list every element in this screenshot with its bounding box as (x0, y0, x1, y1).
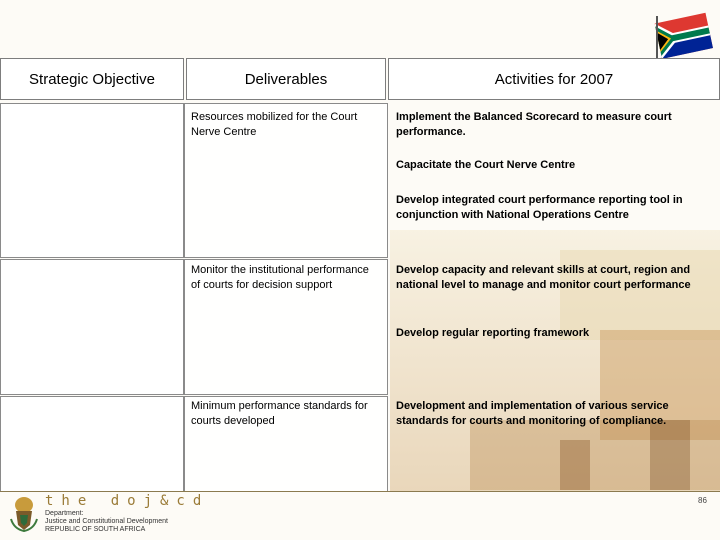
coat-of-arms-icon (8, 493, 40, 533)
activity-text-3-1: Development and implementation of various service standards for courts and monitoring of compliance. (396, 400, 669, 427)
activity-text-1-2: Capacitate the Court Nerve Centre (396, 159, 576, 171)
activity-text-2-2: Develop regular reporting framework (396, 327, 590, 339)
header-deliverables: Deliverables (186, 58, 386, 100)
objective-cell-2 (0, 259, 184, 395)
footer-divider (0, 491, 720, 492)
south-africa-flag-icon (652, 12, 714, 62)
table-header (0, 58, 720, 100)
page-number: 86 (698, 496, 707, 505)
activity-text-2-1: Develop capacity and relevant skills at court, region and national level to manage and monitor court performance (396, 264, 691, 291)
objective-cell-1 (0, 103, 184, 258)
activity-text-1-1: Implement the Balanced Scorecard to measure court performance. (396, 111, 672, 138)
department-line-3: REPUBLIC OF SOUTH AFRICA (45, 526, 146, 533)
department-name (45, 510, 168, 534)
deliverable-text-1: Resources mobilized for the Court Nerve Centre (191, 111, 358, 138)
department-line-1: Department: (45, 510, 84, 517)
activity-text-1-3: Develop integrated court performance reporting tool in conjunction with National Operations Centre (396, 194, 683, 221)
deliverable-text-2: Monitor the institutional performance of courts for decision support (191, 264, 369, 291)
department-line-2: Justice and Constitutional Development (45, 518, 168, 525)
header-activities: Activities for 2007 (388, 58, 720, 100)
objective-cell-3 (0, 396, 184, 492)
header-strategic-objective: Strategic Objective (0, 58, 184, 100)
deliverable-text-3: Minimum performance standards for courts developed (191, 400, 368, 427)
doj-logo-text: the doj&cd (45, 493, 210, 509)
